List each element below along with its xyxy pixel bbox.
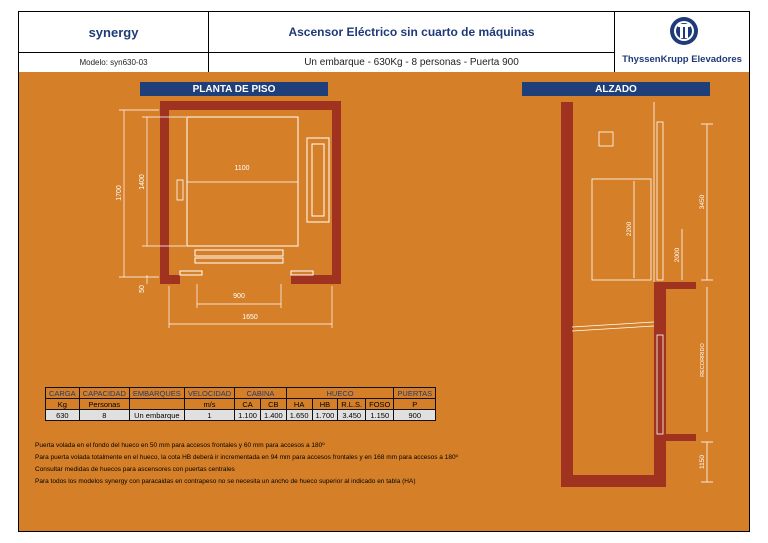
table-unit: m/s	[184, 399, 234, 410]
plan-wall-top	[160, 101, 341, 110]
elev-dim-car-height: 2200	[626, 221, 633, 237]
elev-machine	[599, 132, 613, 146]
drawing-area	[19, 72, 749, 531]
company-logo-icon	[669, 16, 699, 46]
floor-plan-drawing	[19, 72, 359, 332]
elev-dim-travel: RECORRIDO	[700, 343, 706, 377]
table-header: PUERTAS	[394, 388, 436, 399]
table-unit: HA	[286, 399, 312, 410]
table-cell: 3.450	[338, 410, 366, 421]
table-unit: FOSO	[366, 399, 394, 410]
dim-hoist-depth: 1700	[116, 185, 123, 201]
elevation-title: ALZADO	[522, 82, 710, 96]
dim-door-depth: 50	[139, 285, 146, 293]
table-cell: 1.650	[286, 410, 312, 421]
elev-car	[592, 179, 651, 280]
table-header: HUECO	[286, 388, 394, 399]
table-cell: 630	[46, 410, 80, 421]
table-cell: 8	[79, 410, 129, 421]
table-header: CARGA	[46, 388, 80, 399]
elev-wall-left	[561, 102, 573, 487]
spec-table	[45, 387, 436, 421]
plan-wall-right	[332, 101, 341, 284]
brand-name: synergy	[88, 24, 139, 40]
table-header: VELOCIDAD	[184, 388, 234, 399]
elev-wall-bottom	[561, 475, 666, 487]
plan-wall-front-left	[160, 275, 180, 284]
document-subtitle: Un embarque - 630Kg - 8 personas - Puerta 900	[304, 57, 519, 68]
table-unit: CB	[260, 399, 286, 410]
table-header: CABINA	[235, 388, 287, 399]
table-unit: Kg	[46, 399, 80, 410]
plan-counterweight	[307, 138, 329, 222]
dim-hoist-width: 1650	[242, 314, 258, 321]
elev-dim-pit: 1150	[699, 455, 706, 469]
dim-door-width: 900	[233, 293, 245, 300]
note-3: Consultar medidas de huecos para ascensores con puertas centrales	[35, 466, 235, 473]
table-cell: Un embarque	[129, 410, 184, 421]
table-header-row	[46, 388, 436, 399]
table-unit: HB	[312, 399, 338, 410]
plan-car	[187, 117, 298, 246]
title-block	[19, 12, 749, 73]
elev-floor-slab	[654, 282, 696, 289]
table-cell: 1.150	[366, 410, 394, 421]
elevation-drawing	[539, 72, 739, 492]
table-unit: Personas	[79, 399, 129, 410]
table-cell: 1.100	[235, 410, 261, 421]
note-2: Para puerta volada totalmente en el hueco, la cota HB deberá ir incrementada en 94 mm para accesos frontales y en 168 mm para accesos a 180º	[35, 454, 458, 461]
dim-car-width: 1100	[234, 165, 250, 172]
dim-car-depth: 1400	[139, 174, 146, 190]
table-header: CAPACIDAD	[79, 388, 129, 399]
elev-landing-slab	[654, 434, 696, 441]
table-unit: R.L.S.	[338, 399, 366, 410]
table-cell: 1.700	[312, 410, 338, 421]
table-units-row	[46, 399, 436, 410]
table-unit: P	[394, 399, 436, 410]
note-1: Puerta volada en el fondo del hueco en 50 mm para accesos frontales y 60 mm para accesos a 180º	[35, 442, 325, 449]
plan-door-sill	[195, 250, 283, 256]
elev-wall-right-lower	[654, 327, 666, 487]
plan-wall-left	[160, 101, 169, 284]
plan-title: PLANTA DE PISO	[140, 82, 328, 96]
table-cell: 900	[394, 410, 436, 421]
table-cell: 1	[184, 410, 234, 421]
document-sheet	[18, 11, 750, 532]
elev-dim-headroom: 3450	[699, 194, 706, 210]
table-unit: CA	[235, 399, 261, 410]
table-cell: 1.400	[260, 410, 286, 421]
elev-dim-door-height: 2000	[674, 247, 681, 263]
table-header: EMBARQUES	[129, 388, 184, 399]
table-row	[46, 410, 436, 421]
company-name: ThyssenKrupp Elevadores	[622, 53, 742, 65]
model-label: Modelo: syn630-03	[79, 58, 148, 67]
document-title: Ascensor Eléctrico sin cuarto de máquinas	[288, 25, 535, 39]
plan-wall-front-right	[291, 275, 341, 284]
note-4: Para todos los modelos synergy con paracaidas en contrapeso no se necesita un ancho de hueco superior al indicado en tabla (HA)	[35, 478, 416, 485]
table-unit	[129, 399, 184, 410]
